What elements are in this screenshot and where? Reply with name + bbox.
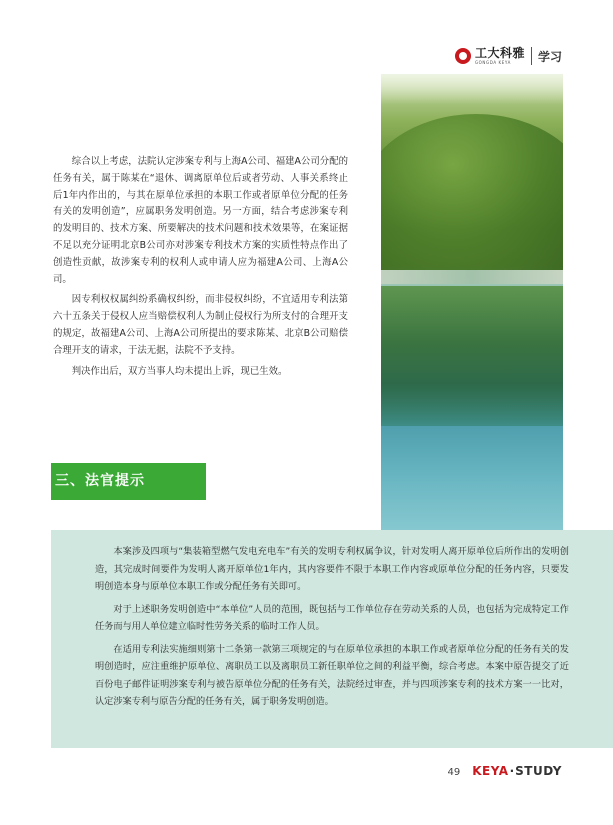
photo-reflection	[381, 286, 563, 426]
body-paragraph: 判决作出后，双方当事人均未提出上诉，现已生效。	[71, 365, 288, 377]
logo	[475, 47, 525, 65]
photo-shore	[381, 270, 563, 284]
header-brand	[455, 47, 562, 65]
tips-paragraph: 在适用专利法实施细则第十二条第一款第三项规定的与在原单位承担的本职工作或者原单位分配的任务有关的发明创造时，应注重维护原单位、离职员工以及离职员工新任职单位之间的利益平衡，综合考虑。本案中原告提交了近百份电子邮件证明涉案专利与被告原单位分配的任务有关，法院经过审查，并与四项涉案专利的技术方案一一比对，认定涉案专利与原告分配的任务有关，属于职务发明创造。	[95, 643, 569, 707]
landscape-photo	[381, 74, 563, 530]
section-heading: 三、法官提示	[51, 463, 206, 500]
brand-divider	[531, 47, 532, 65]
logo-icon	[455, 48, 471, 64]
footer-brand: KEYA	[472, 764, 509, 778]
footer-dot: ·	[509, 764, 515, 778]
body-paragraph: 因专利权权属纠纷系确权纠纷，而非侵权纠纷，不宜适用专利法第六十五条关于侵权人应当赔偿权利人为制止侵权行为所支付的合理开支的规定，故福建A公司、上海A公司所提出的要求陈某、北京B公司赔偿合理开支的请求，于法无据，法院不予支持。	[53, 294, 348, 356]
logo-text: 工大科雅	[474, 46, 525, 60]
body-paragraph: 综合以上考虑，法院认定涉案专利与上海A公司、福建A公司分配的任务有关，属于陈某在“退休、调离原单位后或者劳动、人事关系终止后1年内作出的，与其在原单位承担的本职工作或者原单位分配的任务有关的发明创造”，应属职务发明创造。另一方面，结合考虑涉案专利的发明目的、技术方案、所要解决的技术问题和技术效果等，在案证据不足以充分证明北京B公司亦对涉案专利技术方案的实质性特点作出了创造性贡献，故涉案专利的权利人或申请人应为福建A公司、上海A公司。	[53, 156, 348, 285]
photo-sky	[381, 74, 563, 104]
photo-water	[381, 426, 563, 530]
logo-subtext: GONGDA KEYA	[474, 60, 511, 65]
tips-paragraph: 对于上述职务发明创造中“本单位”人员的范围，既包括与工作单位存在劳动关系的人员，也包括为完成特定工作任务而与用人单位建立临时性劳务关系的临时工作人员。	[95, 603, 569, 632]
page-number: 49	[447, 767, 461, 778]
tips-paragraph: 本案涉及四项与“集装箱型燃气发电充电车”有关的发明专利权属争议，针对发明人离开原单位后所作出的发明创造，其完成时间要件为发明人离开原单位1年内，其内容要件不限于本职工作内容或原单位分配的任务内容，只要发明创造本身与原单位本职工作或分配任务有关即可。	[95, 546, 569, 592]
section-label: 学习	[537, 49, 562, 64]
photo-forest	[381, 114, 563, 284]
page-footer	[448, 764, 562, 778]
footer-brand-suffix: STUDY	[515, 764, 562, 778]
article-body	[53, 154, 348, 384]
judge-tips-box	[51, 530, 613, 748]
